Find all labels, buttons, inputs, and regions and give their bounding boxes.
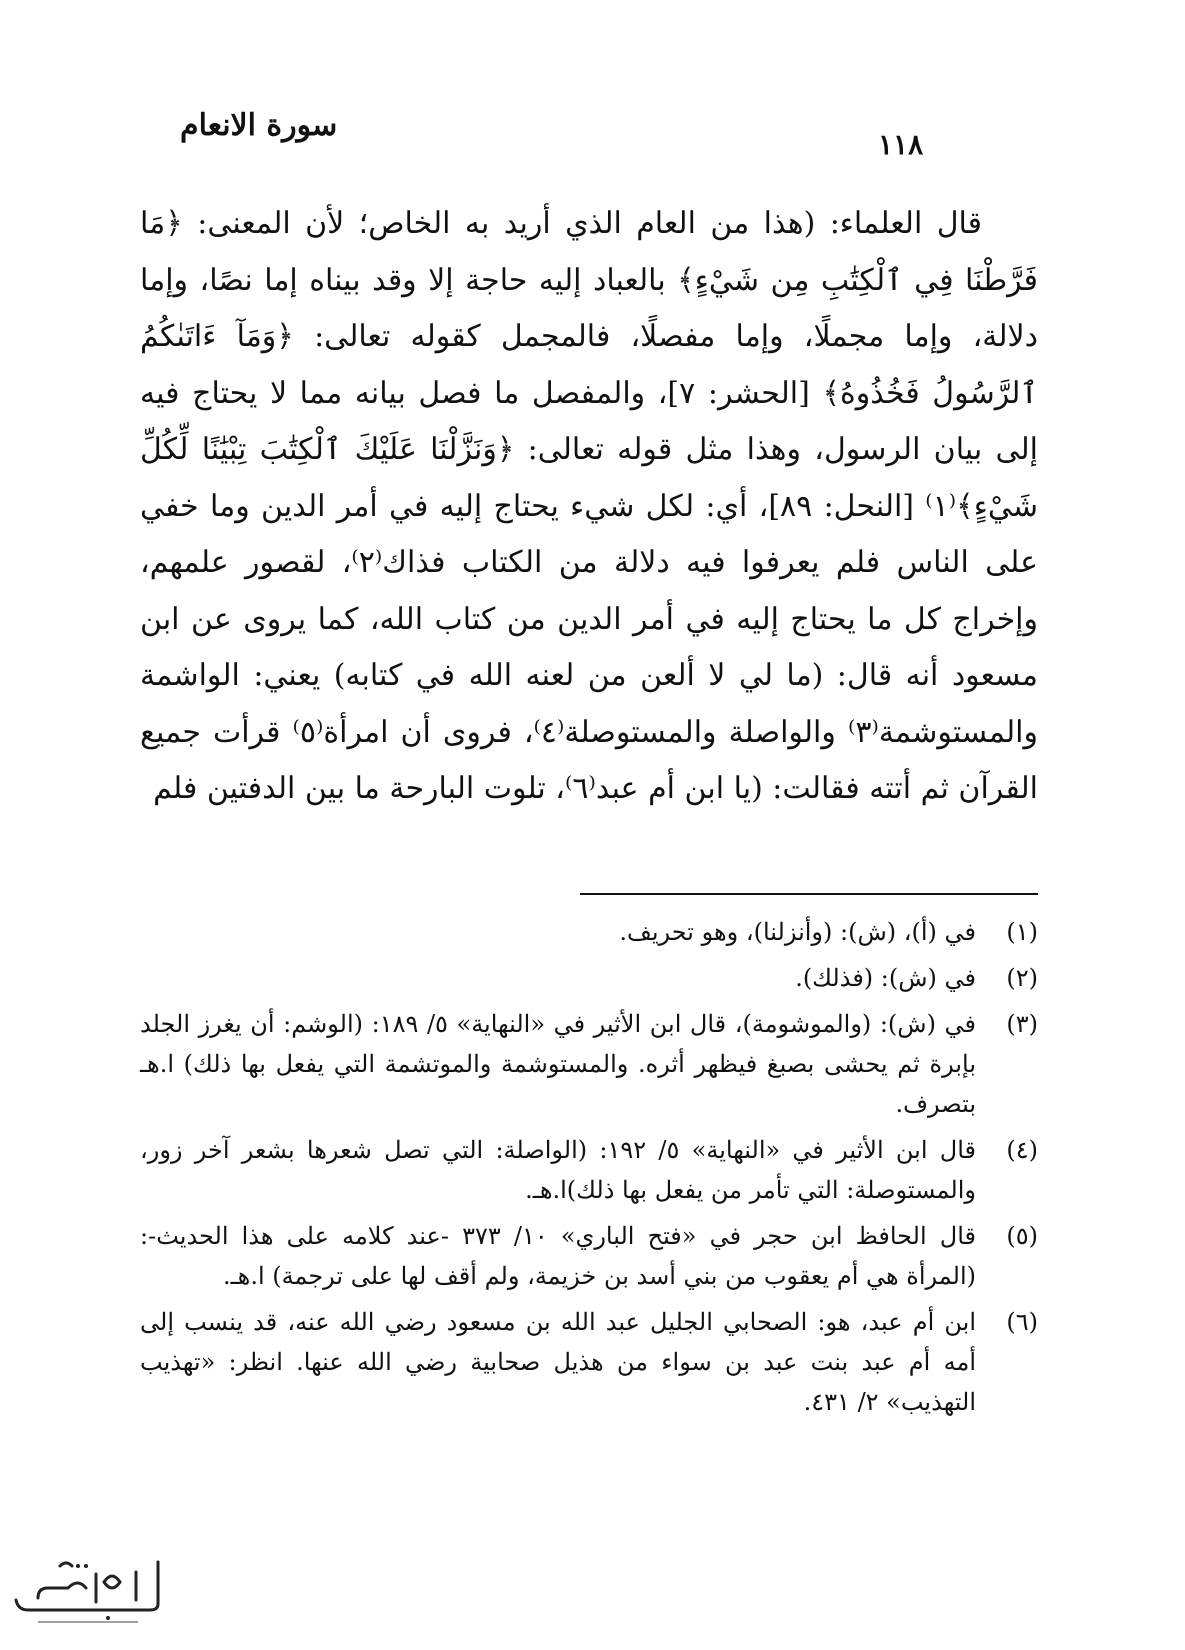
- footnote-2: [140, 958, 1038, 998]
- footnote-number: (١): [1006, 918, 1038, 946]
- footnote-5: [140, 1216, 1038, 1296]
- footnote-4: [140, 1130, 1038, 1210]
- footnote-text: في (ش): (والموشومة)، قال ابن الأثير في «النهاية» ٥/ ١٨٩: (الوشم: أن يغرز الجلد بإبرة ثم يحشى بصبغ فيظهر أثره. والمستوشمة والموتشمة التي يفعل بها ذلك) ا.هـ بتصرف.: [140, 1010, 977, 1118]
- page-number: ١١٨: [878, 128, 924, 161]
- footnote-3: [140, 1004, 1038, 1124]
- footnote-text: قال ابن الأثير في «النهاية» ٥/ ١٩٢: (الواصلة: التي تصل شعرها بشعر آخر زور، والمستوصلة: التي تأمر من يفعل بها ذلك)ا.هـ.: [140, 1136, 977, 1204]
- running-title: سورة الانعام: [180, 108, 338, 143]
- footnote-number: (٣): [1006, 1010, 1038, 1038]
- footnote-number: (٤): [1006, 1136, 1038, 1164]
- footnote-text: في (ش): (فذلك).: [795, 964, 976, 992]
- footnote-1: [140, 912, 1038, 952]
- footnote-text: قال الحافظ ابن حجر في «فتح الباري» ١٠/ ٣٧٣ -عند كلامه على هذا الحديث-: (المرأة هي أم يعقوب من بني أسد بن خزيمة، ولم أقف لها على ترجمة) ا.هـ.: [140, 1222, 977, 1290]
- main-text: [140, 196, 1038, 818]
- footnote-6: [140, 1302, 1038, 1422]
- footnote-text: ابن أم عبد، هو: الصحابي الجليل عبد الله بن مسعود رضي الله عنه، قد ينسب إلى أمه أم عبد بنت عبد بن سواء من هذيل صحابية رضي الله عنها. انظر: «تهذيب التهذيب» ٢/ ٤٣١.: [140, 1308, 976, 1416]
- watermark-logo: [8, 1552, 168, 1632]
- footnote-separator: [580, 893, 1038, 895]
- footnote-number: (٦): [1006, 1308, 1038, 1336]
- body-paragraph: قال العلماء: (هذا من العام الذي أريد به الخاص؛ لأن المعنى: ﴿مَا فَرَّطْنَا فِي ٱلْكِتَٰبِ مِن شَيْءٍ﴾ بالعباد إليه حاجة إلا وقد بيناه إما نصًا، وإما دلالة، وإما مجملًا، وإما مفصلًا، فالمجمل كقوله تعالى: ﴿وَمَآ ءَاتَىٰكُمُ ٱلرَّسُولُ فَخُذُوهُ﴾ [الحشر: ٧]، والمفصل ما فصل بيانه مما لا يحتاج فيه إلى بيان الرسول، وهذا مثل قوله تعالى: ﴿وَنَزَّلْنَا عَلَيْكَ ٱلْكِتَٰبَ تِبْيَٰنًا لِّكُلِّ شَيْءٍ﴾⁽١⁾ [النحل: ٨٩]، أي: لكل شيء يحتاج إليه في أمر الدين وما خفي على الناس فلم يعرفوا فيه دلالة من الكتاب فذاك⁽٢⁾، لقصور علمهم، وإخراج كل ما يحتاج إليه في أمر الدين من كتاب الله، كما يروى عن ابن مسعود أنه قال: (ما لي لا ألعن من لعنه الله في كتابه) يعني: الواشمة والمستوشمة⁽٣⁾ والواصلة والمستوصلة⁽٤⁾، فروى أن امرأة⁽٥⁾ قرأت جميع القرآن ثم أتته فقالت: (يا ابن أم عبد⁽٦⁾، تلوت البارحة ما بين الدفتين فلم: [140, 206, 1039, 806]
- footnote-number: (٥): [1006, 1222, 1038, 1250]
- footnote-number: (٢): [1006, 964, 1038, 992]
- footnotes: [140, 912, 1038, 1428]
- footnote-text: في (أ)، (ش): (وأنزلنا)، وهو تحريف.: [619, 918, 976, 946]
